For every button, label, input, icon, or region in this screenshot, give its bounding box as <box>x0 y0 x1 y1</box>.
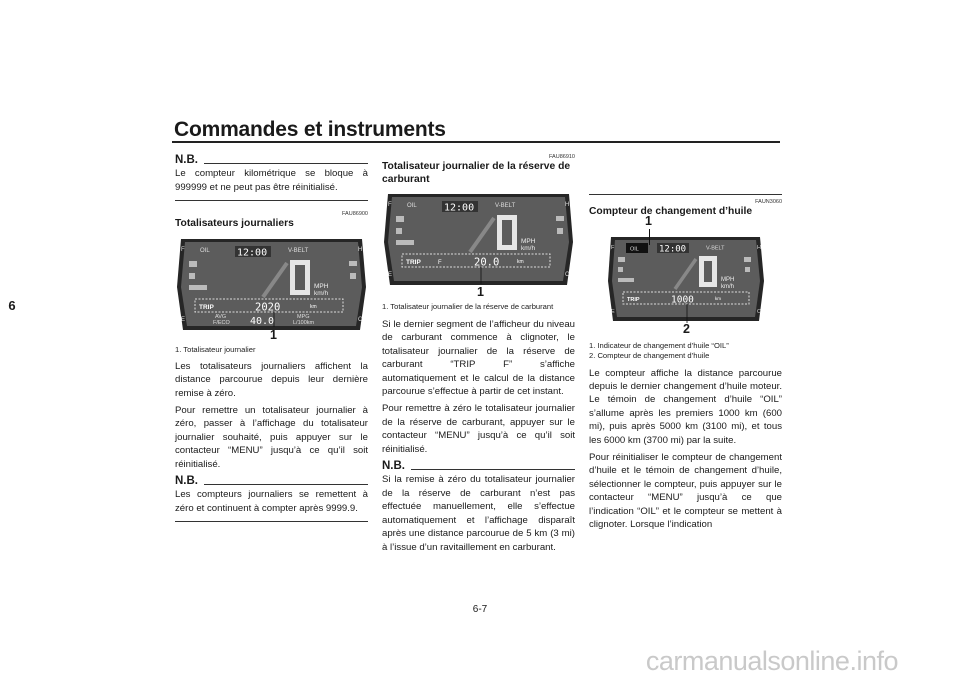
clock-readout: 12:00 <box>444 202 475 214</box>
column-3 <box>589 152 782 535</box>
kmh-label: km/h <box>721 283 735 290</box>
fueleco-label: F/ECO <box>213 319 230 326</box>
section-code: FAU86900 <box>342 211 368 218</box>
nb-text: Si la remise à zéro du totalisateur journalier de la réserve de carburant n’est pas effectuée manuellement, elle s’effectue automatiquement et l’affichage disparaît après une distance parcourue de 5 km (3 mi) à l’issue d’un ravitaillement en carburant. <box>382 474 575 553</box>
clock-readout: 12:00 <box>659 244 687 254</box>
callout-number: 1 <box>477 285 484 299</box>
temp-high-label: H <box>565 202 570 208</box>
paragraph: Si le dernier segment de l’afficheur du niveau de carburant commence à clignoter, le totalisateur journalier de la réserve de carburant “TRIP F” s’affiche automatiquement et le calcul de la distance parcourue s’effectue à partir de cet instant. <box>382 319 575 398</box>
fuel-pump-icon <box>618 267 623 272</box>
clock-readout: 12:00 <box>237 247 268 259</box>
coolant-icon <box>745 267 750 272</box>
mph-label: MPH <box>721 276 735 283</box>
lcd-illustration <box>382 190 575 290</box>
section-code: FAU86910 <box>549 154 575 160</box>
kmh-label: km/h <box>521 245 536 252</box>
callout-leader <box>649 229 650 245</box>
callout-number: 2 <box>683 321 690 336</box>
trip-label: TRIP <box>406 259 421 266</box>
nb-label: N.B. <box>175 154 198 166</box>
paragraph: Pour remettre un totalisateur journalier à zéro, passer à l’affichage du totalisateur journalier souhaité, puis appuyer sur le contacteur “MENU” jusqu’à ce qu’il soit réinitialisé. <box>175 404 368 470</box>
fuel-empty-label: E <box>388 272 393 278</box>
auto-icon <box>396 216 404 222</box>
column-2 <box>382 152 575 558</box>
nb-end-rule <box>589 194 782 195</box>
trip-label: TRIP <box>199 303 214 311</box>
figure-caption: 2. Compteur de changement d’huile <box>589 350 710 360</box>
mph-label: MPH <box>521 238 536 245</box>
mph-label: MPH <box>314 282 329 290</box>
temp-cold-label: C <box>358 316 363 323</box>
nb-end-rule <box>175 521 368 522</box>
figure-caption: 1. Indicateur de changement d’huile “OIL” <box>589 340 729 350</box>
vva-icon <box>618 278 634 282</box>
trip-value: 2020 <box>255 301 281 314</box>
battery-icon <box>744 257 751 262</box>
oil-label: OIL <box>407 203 417 209</box>
figure-fuel-reserve <box>382 190 575 299</box>
oil-counter-unit: km <box>715 295 721 301</box>
temp-cold-label: C <box>565 272 570 278</box>
paragraph: Pour réinitialiser le compteur de changement d’huile et le témoin de changement d’huile, sélectionner le compteur, puis appuyer sur le contacteur “MENU” jusqu’à ce que l’indication “OIL” et le compteur se mettent à clignoter. Lorsque l’indication <box>589 451 782 530</box>
nb-label: N.B. <box>382 460 405 473</box>
temp-high-label: H <box>757 244 761 251</box>
vbelt-label: V-BELT <box>706 245 725 251</box>
column-1 <box>175 152 368 532</box>
mpg-label: MPG <box>297 313 310 320</box>
vva-icon <box>396 240 414 245</box>
nb-end-rule <box>175 200 368 201</box>
fuel-pump-icon <box>396 228 402 234</box>
nb-text: Le compteur kilométrique se bloque à 999999 et ne peut pas être réinitialisé. <box>175 168 368 193</box>
battery-icon <box>349 261 357 266</box>
avg-label: AVG <box>215 313 227 320</box>
fuel-empty-label: E <box>611 308 615 315</box>
nb-heading <box>382 460 575 473</box>
temp-high-label: H <box>358 246 363 253</box>
oil-counter-value: 1000 <box>671 294 694 305</box>
fuel-full-label: F <box>181 246 185 253</box>
nb-heading <box>175 154 368 167</box>
callout-number: 1 <box>645 213 652 228</box>
oil-label: OIL <box>630 246 639 252</box>
fuel-full-label: F <box>388 202 392 208</box>
trip-unit: km <box>517 259 524 265</box>
section-title-oil-change: Compteur de changement d’huile <box>589 206 753 217</box>
trip-label: TRIP <box>627 296 640 303</box>
vbelt-label: V-BELT <box>288 247 309 254</box>
nb-text: Les compteurs journaliers se remettent à zéro et continuent à compter après 9999.9. <box>175 489 368 514</box>
paragraph: Pour remettre à zéro le totalisateur journalier de la réserve de carburant, appuyer sur le contacteur “MENU” jusqu’à ce qu’il soit réinitialisé. <box>382 403 575 455</box>
l100-label: L/100km <box>293 319 315 326</box>
section-title-fuel-reserve: Totalisateur journalier de la réserve de carburant <box>382 161 571 185</box>
chapter-tab: 6 <box>8 298 16 313</box>
battery-icon <box>556 216 564 221</box>
kmh-label: km/h <box>314 289 329 297</box>
lcd-illustration <box>175 235 368 335</box>
trip-f-label: F <box>438 260 442 266</box>
eco-value: 40.0 <box>250 315 275 327</box>
coolant-icon <box>557 228 563 234</box>
vva-icon <box>189 285 207 290</box>
vbelt-label: V-BELT <box>495 203 516 209</box>
nb-heading <box>175 475 368 488</box>
auto-icon <box>189 261 197 267</box>
callout-number: 1 <box>270 327 277 342</box>
fuel-full-label: F <box>611 244 615 251</box>
section-title-trip: Totalisateurs journaliers <box>175 218 294 230</box>
trip-value: 20.0 <box>474 256 500 269</box>
nb-label: N.B. <box>175 474 198 487</box>
figure-oil-change <box>589 213 782 336</box>
fuel-pump-icon <box>189 273 195 279</box>
figure-caption: 1. Totalisateur journalier de la réserve de carburant <box>382 302 554 311</box>
paragraph: Le compteur affiche la distance parcourue depuis le dernier changement d’huile moteur. Le témoin de changement d’huile “OIL” s’allume après les premiers 1000 km (600 mi), puis après 5000 km (3100 mi), et tous les 6000 km (3700 mi) par la suite. <box>589 367 782 446</box>
fuel-empty-label: E <box>181 316 186 323</box>
header-rule <box>172 141 780 143</box>
section-code: FAUN3060 <box>755 199 782 205</box>
watermark: carmanualsonline.info <box>645 646 898 676</box>
page-number: 6-7 <box>472 604 488 615</box>
figure-trip-meter <box>175 235 368 342</box>
oil-label: OIL <box>200 247 210 254</box>
auto-icon <box>618 257 625 262</box>
lcd-illustration <box>589 233 782 329</box>
page-title: Commandes et instruments <box>174 118 446 141</box>
paragraph: Les totalisateurs journaliers affichent la distance parcourue depuis leur dernière remise à zéro. <box>175 360 368 399</box>
trip-unit: km <box>310 303 317 310</box>
figure-caption: 1. Totalisateur journalier <box>175 344 256 354</box>
temp-cold-label: C <box>757 308 761 315</box>
coolant-icon <box>350 273 356 279</box>
